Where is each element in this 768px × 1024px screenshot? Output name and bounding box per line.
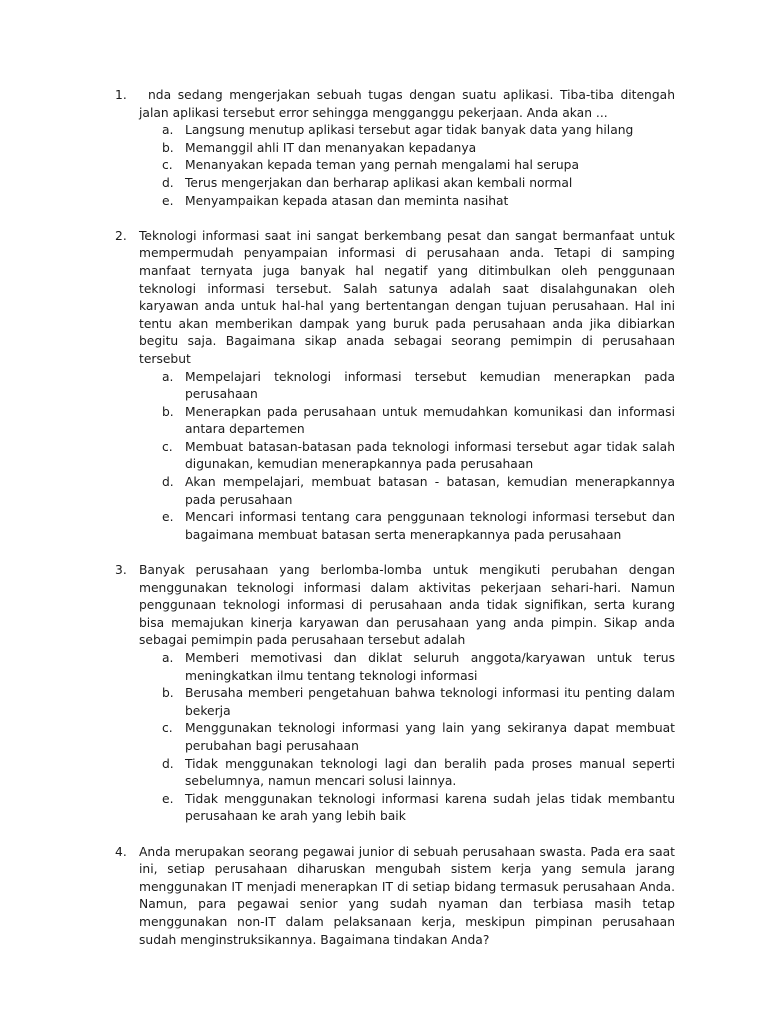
option-a — [162, 369, 675, 404]
option-letter: c. — [162, 158, 173, 173]
question-text: Banyak perusahaan yang berlomba-lomba untuk mengikuti perubahan dengan menggunakan teknologi informasi dalam aktivitas pekerjaan sehari-hari. Namun penggunaan teknologi informasi di perusahaan anda tidak signifikan, serta kurang bisa memajukan kinerja karyawan dan perusahaan yang anda pimpin. Sikap anda sebagai pemimpin pada perusahaan tersebut adalah — [139, 563, 675, 648]
option-list — [139, 650, 675, 826]
question-number: 4. — [115, 844, 127, 859]
option-text: Memberi memotivasi dan diklat seluruh anggota/karyawan untuk terus meningkatkan ilmu tentang teknologi informasi — [185, 651, 675, 683]
option-letter: c. — [162, 721, 173, 736]
option-text: Menyampaikan kepada atasan dan meminta nasihat — [185, 193, 509, 208]
option-a — [162, 650, 675, 685]
option-text: Mencari informasi tentang cara penggunaan teknologi informasi tersebut dan bagaimana membuat batasan serta menerapkannya pada perusahaan — [185, 510, 675, 542]
option-letter: d. — [162, 756, 174, 771]
option-b — [162, 140, 675, 158]
question-number: 2. — [115, 228, 127, 243]
option-d — [162, 756, 675, 791]
option-letter: e. — [162, 193, 174, 208]
option-letter: d. — [162, 475, 174, 490]
option-text: Menanyakan kepada teman yang pernah mengalami hal serupa — [185, 158, 580, 173]
option-text: Akan mempelajari, membuat batasan - batasan, kemudian menerapkannya pada perusahaan — [185, 475, 675, 507]
option-text: Menerapkan pada perusahaan untuk memudahkan komunikasi dan informasi antara departemen — [185, 404, 675, 437]
option-letter: e. — [162, 510, 174, 525]
option-letter: d. — [162, 175, 174, 190]
question-number: 3. — [115, 563, 127, 578]
option-b — [162, 685, 675, 720]
option-e — [162, 791, 675, 826]
option-text: Mempelajari teknologi informasi tersebut kemudian menerapkan pada perusahaan — [185, 369, 675, 402]
option-letter: a. — [162, 123, 174, 138]
option-letter: a. — [162, 369, 174, 384]
option-list — [139, 122, 675, 210]
question-text: Anda merupakan seorang pegawai junior di sebuah perusahaan swasta. Pada era saat ini, setiap perusahaan diharuskan mengubah sistem kerja yang semula jarang menggunakan IT menjadi menerapkan IT di setiap bidang termasuk perusahaan Anda. Namun, para pegawai senior yang sudah nyaman dan terbiasa masih tetap menggunakan non-IT dalam pelaksanaan kerja, meskipun pimpinan perusahaan sudah menginstruksikannya. Bagaimana tindakan Anda? — [139, 844, 675, 947]
option-text: Langsung menutup aplikasi tersebut agar tidak banyak data yang hilang — [185, 123, 634, 138]
question-2 — [115, 228, 675, 545]
option-text: Membuat batasan-batasan pada teknologi informasi tersebut agar tidak salah digunakan, kemudian menerapkannya pada perusahaan — [185, 439, 675, 472]
option-c — [162, 439, 675, 474]
option-d — [162, 474, 675, 509]
option-letter: b. — [162, 404, 174, 419]
option-text: Tidak menggunakan teknologi lagi dan beralih pada proses manual seperti sebelumnya, namun mencari solusi lainnya. — [185, 756, 675, 789]
option-list — [139, 369, 675, 545]
option-text: Memanggil ahli IT dan menanyakan kepadanya — [185, 140, 477, 155]
option-letter: b. — [162, 140, 174, 155]
question-4 — [115, 844, 675, 950]
option-a — [162, 122, 675, 140]
option-text: Terus mengerjakan dan berharap aplikasi akan kembali normal — [185, 175, 573, 190]
option-b — [162, 404, 675, 439]
option-letter: b. — [162, 686, 174, 701]
option-c — [162, 720, 675, 755]
option-c — [162, 157, 675, 175]
question-3 — [115, 562, 675, 826]
option-letter: c. — [162, 439, 173, 454]
option-e — [162, 193, 675, 211]
question-text: Teknologi informasi saat ini sangat berkembang pesat dan sangat bermanfaat untuk mempermudah penyampaian informasi di perusahaan anda. Tetapi di samping manfaat ternyata juga banyak hal negatif yang ditimbulkan oleh penggunaan teknologi informasi tersebut. Salah satunya adalah saat disalahgunakan oleh karyawan anda untuk hal-hal yang bertentangan dengan tujuan perusahaan. Hal ini tentu akan memberikan dampak yang buruk pada perusahaan anda jika dibiarkan begitu saja. Bagaimana sikap anada sebagai seorang pemimpin di perusahaan tersebut — [139, 228, 675, 366]
option-letter: a. — [162, 651, 174, 665]
option-letter: e. — [162, 791, 174, 806]
option-text: Berusaha memberi pengetahuan bahwa teknologi informasi itu penting dalam bekerja — [185, 686, 675, 718]
question-1 — [115, 87, 675, 210]
option-e — [162, 509, 675, 544]
option-d — [162, 175, 675, 193]
question-number: 1. — [115, 88, 127, 102]
option-text: Menggunakan teknologi informasi yang lain yang sekiranya dapat membuat perubahan bagi perusahaan — [185, 721, 675, 753]
option-text: Tidak menggunakan teknologi informasi karena sudah jelas tidak membantu perusahaan ke arah yang lebih baik — [185, 791, 675, 824]
question-text: nda sedang mengerjakan sebuah tugas dengan suatu aplikasi. Tiba-tiba ditengah jalan aplikasi tersebut error sehingga mengganggu pekerjaan. Anda akan ... — [139, 88, 675, 120]
